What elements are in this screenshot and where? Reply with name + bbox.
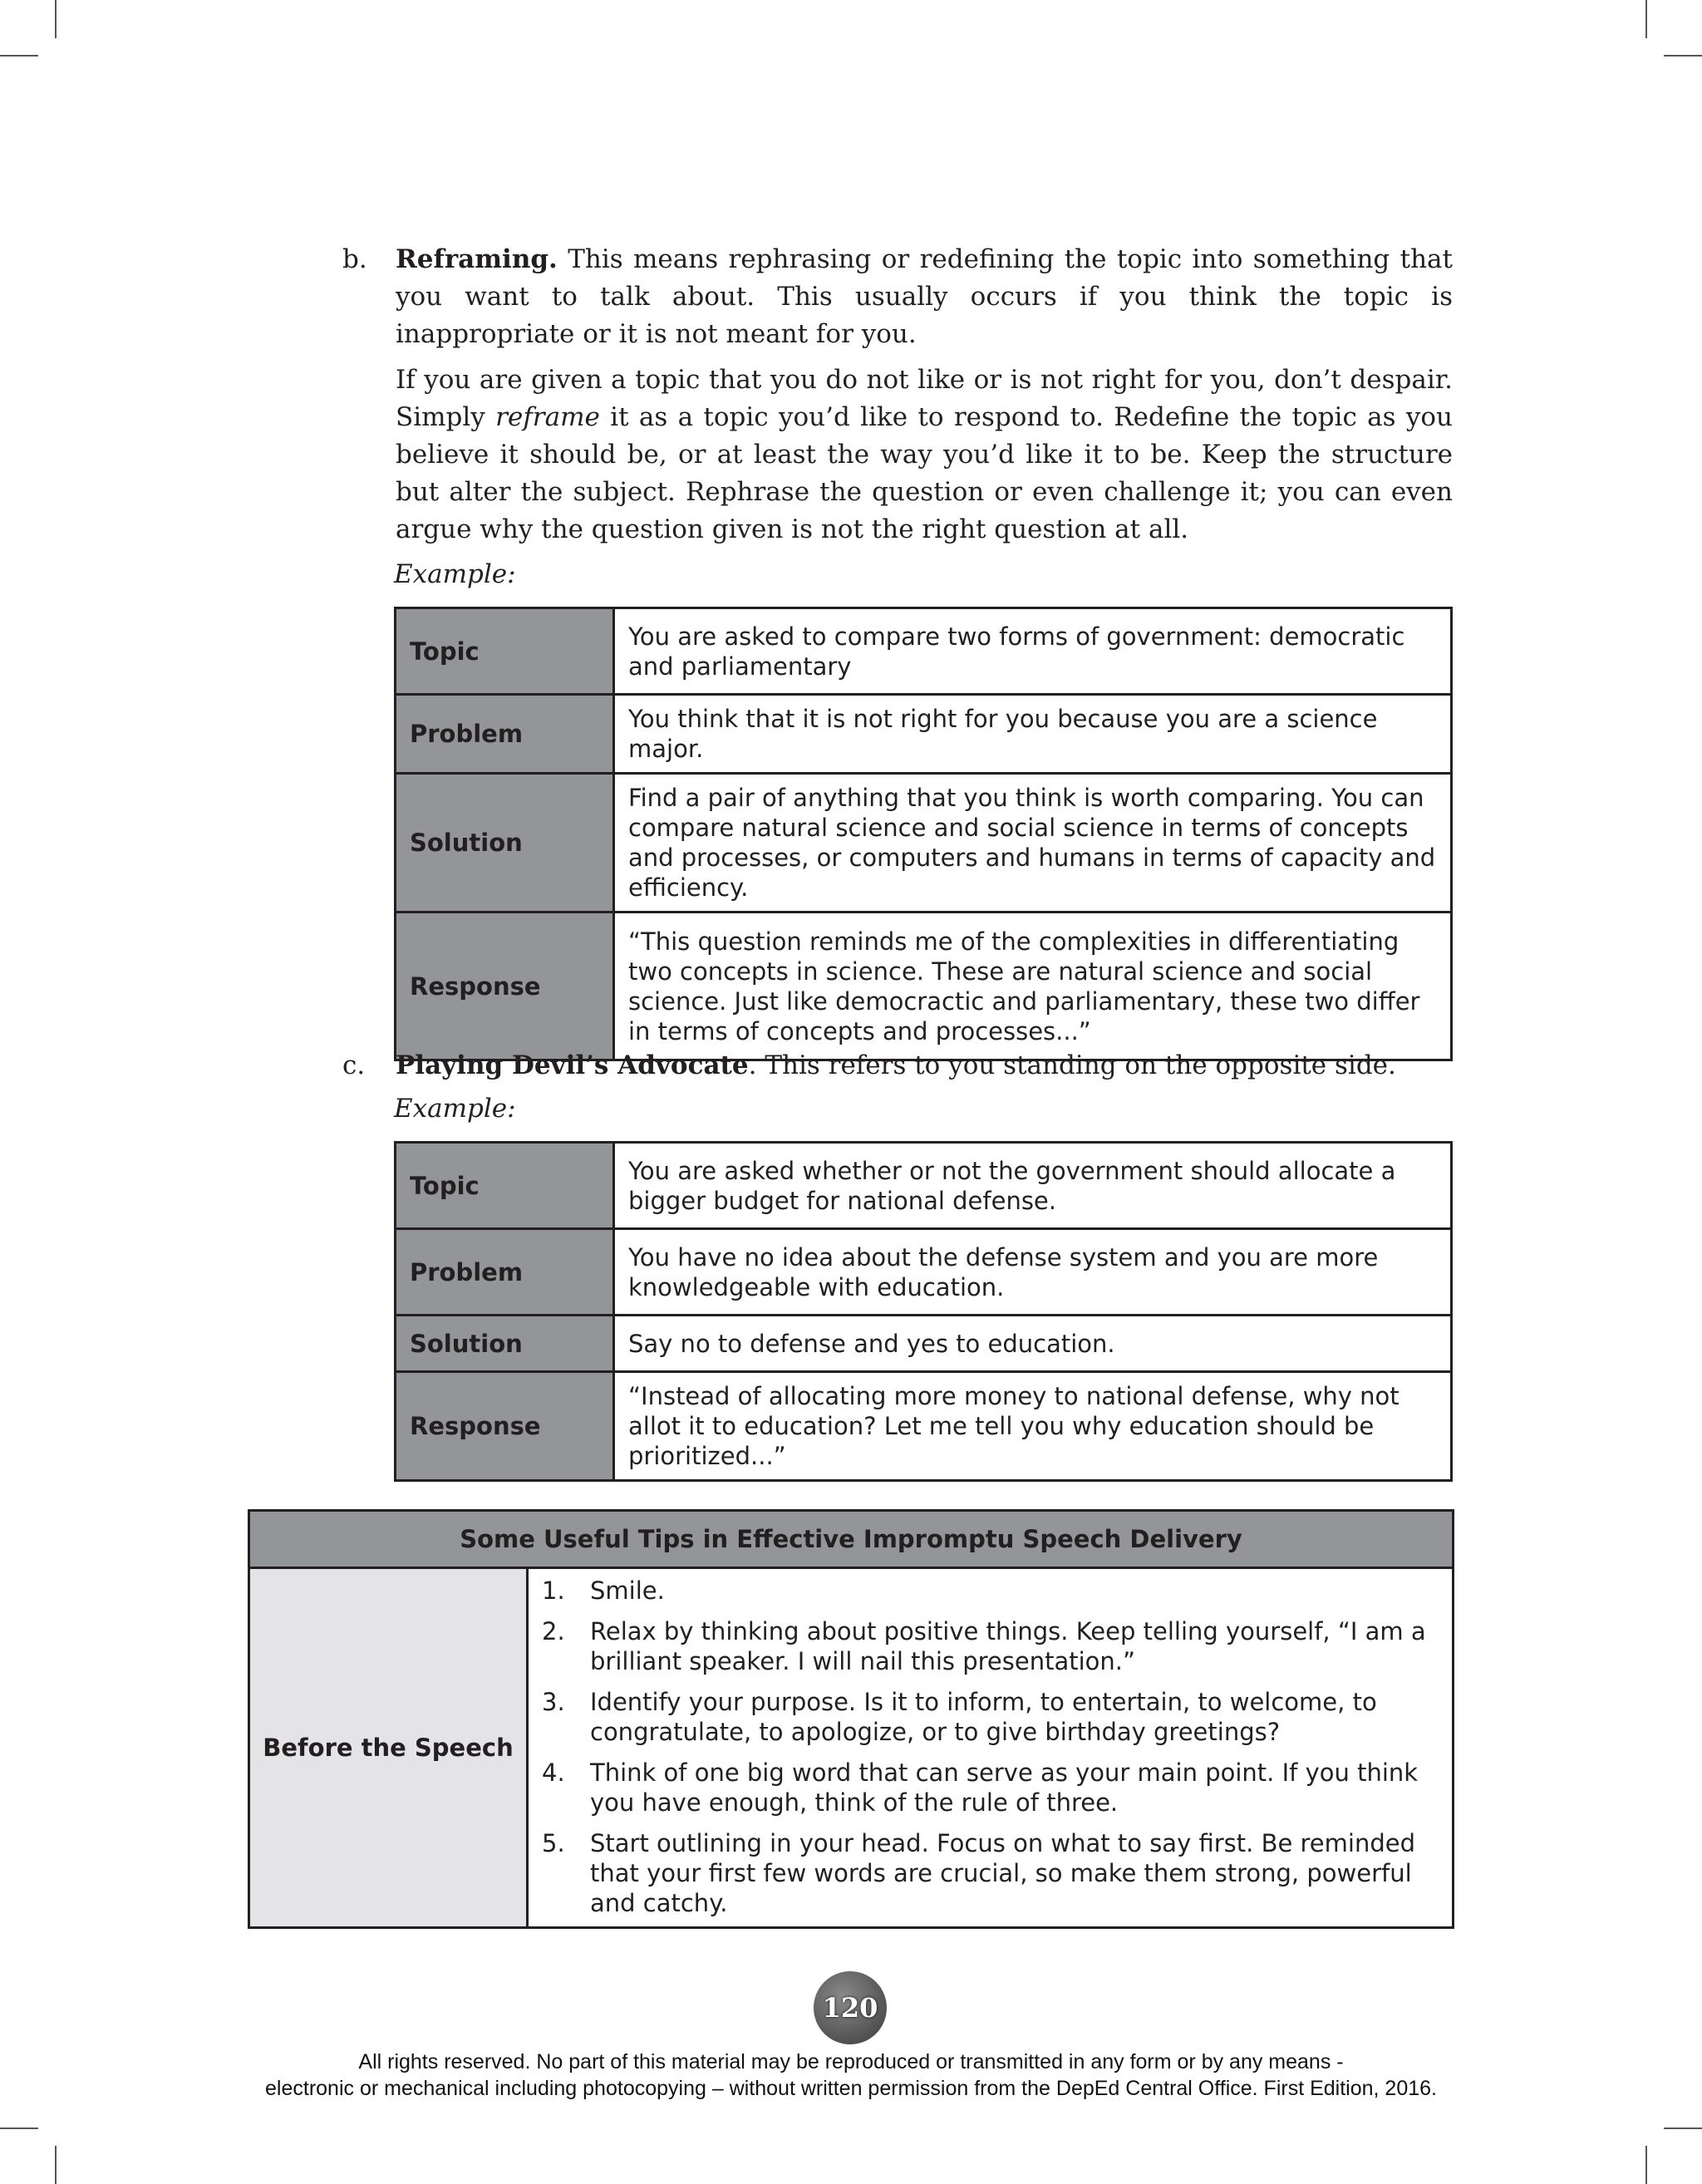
row-label: Topic: [396, 608, 614, 695]
crop-mark: [1664, 2127, 1702, 2129]
footer-line-1: All rights reserved. No part of this material may be reproduced or transmitted in any form or by any means -: [358, 2050, 1344, 2073]
row-label: Solution: [396, 1316, 614, 1372]
table-row: [396, 695, 1452, 774]
list-item: 5. Start outlining in your head. Focus on what to say first. Be reminded that your first few words are crucial, so make them strong, powerful and catchy.: [542, 1829, 1415, 1917]
row-label: Problem: [396, 695, 614, 774]
example-label: Example:: [394, 559, 516, 589]
devils-advocate-definition: Playing Devil’s Advocate. This refers to you standing on the opposite side.: [396, 1050, 1396, 1080]
term-devils-advocate: Playing Devil’s Advocate: [396, 1050, 749, 1080]
section-label: Before the Speech: [249, 1568, 528, 1928]
crop-mark: [0, 2127, 38, 2129]
table-row: [396, 1143, 1452, 1229]
term-reframing: Reframing.: [396, 244, 558, 274]
table-row: [396, 774, 1452, 912]
list-item: 3. Identify your purpose. Is it to inform, to entertain, to welcome, to congratulate, to apologize, or to give birthday greetings?: [542, 1688, 1377, 1746]
table-row: [396, 1229, 1452, 1316]
row-label: Problem: [396, 1229, 614, 1316]
row-text: You are asked whether or not the government should allocate a bigger budget for national defense.: [614, 1143, 1452, 1229]
reframing-definition: Reframing. This means rephrasing or redefining the topic into something that you want to talk about. This usually occurs if you think the topic is inappropriate or it is not meant for you.: [396, 244, 1453, 349]
table-row: [396, 1372, 1452, 1481]
crop-mark: [55, 2146, 57, 2184]
list-item: 2. Relax by thinking about positive things. Keep telling yourself, “I am a brilliant speaker. I will nail this presentation.”: [542, 1617, 1426, 1675]
row-text: You are asked to compare two forms of government: democratic and parliamentary: [614, 608, 1452, 695]
tips-title: Some Useful Tips in Effective Impromptu Speech Delivery: [249, 1511, 1454, 1568]
row-text: You think that it is not right for you because you are a science major.: [614, 695, 1452, 774]
crop-mark: [0, 55, 38, 57]
row-text: “Instead of allocating more money to national defense, why not allot it to education? Let me tell you why education should be prioritized...”: [614, 1372, 1452, 1481]
list-item: 4. Think of one big word that can serve as your main point. If you think you have enough, think of the rule of three.: [542, 1759, 1419, 1817]
reframing-section: [342, 241, 1453, 548]
list-marker: b.: [342, 244, 367, 274]
row-text: Find a pair of anything that you think is worth comparing. You can compare natural science and social science in terms of concepts and processes, or computers and humans in terms of capacity and efficiency.: [614, 774, 1452, 912]
page-number: 120: [814, 1971, 887, 2044]
reframing-explanation: If you are given a topic that you do not like or is not right for you, don’t despair. Simply reframe it as a topic you’d like to respond to. Redefine the topic as you believe it should be, or at least the way you’d like it to be. Keep the structure but alter the subject. Rephrase the question or even challenge it; you can even argue why the question given is not the right question at all.: [396, 365, 1453, 544]
row-text: You have no idea about the defense system and you are more knowledgeable with education.: [614, 1229, 1452, 1316]
row-label: Solution: [396, 774, 614, 912]
list-marker: c.: [342, 1050, 366, 1080]
tips-body-row: [249, 1568, 1454, 1928]
tips-header-row: [249, 1511, 1454, 1568]
tips-list-cell: [528, 1568, 1454, 1928]
tips-table: [248, 1509, 1454, 1929]
tips-list: [542, 1576, 1439, 1918]
devils-advocate-example-table: [394, 1141, 1453, 1482]
row-text: “This question reminds me of the complexities in differentiating two concepts in science. These are natural science and social science. Just like democractic and parliamentary, these two differ in terms of concepts and processes...”: [614, 912, 1452, 1060]
crop-mark: [55, 0, 57, 38]
crop-mark: [1645, 2146, 1647, 2184]
row-label: Topic: [396, 1143, 614, 1229]
table-row: [396, 1316, 1452, 1372]
row-label: Response: [396, 912, 614, 1060]
row-text: Say no to defense and yes to education.: [614, 1316, 1452, 1372]
example-label: Example:: [394, 1094, 516, 1124]
crop-mark: [1645, 0, 1647, 38]
reframing-example-table: [394, 607, 1453, 1061]
devils-advocate-section: [342, 1047, 1453, 1085]
crop-mark: [1664, 55, 1702, 57]
footer-line-2: electronic or mechanical including photocopying – without written permission from the DepEd Central Office. First Edition, 2016.: [265, 2077, 1437, 2100]
table-row: [396, 912, 1452, 1060]
list-item: 1. Smile.: [542, 1577, 665, 1605]
row-label: Response: [396, 1372, 614, 1481]
table-row: [396, 608, 1452, 695]
